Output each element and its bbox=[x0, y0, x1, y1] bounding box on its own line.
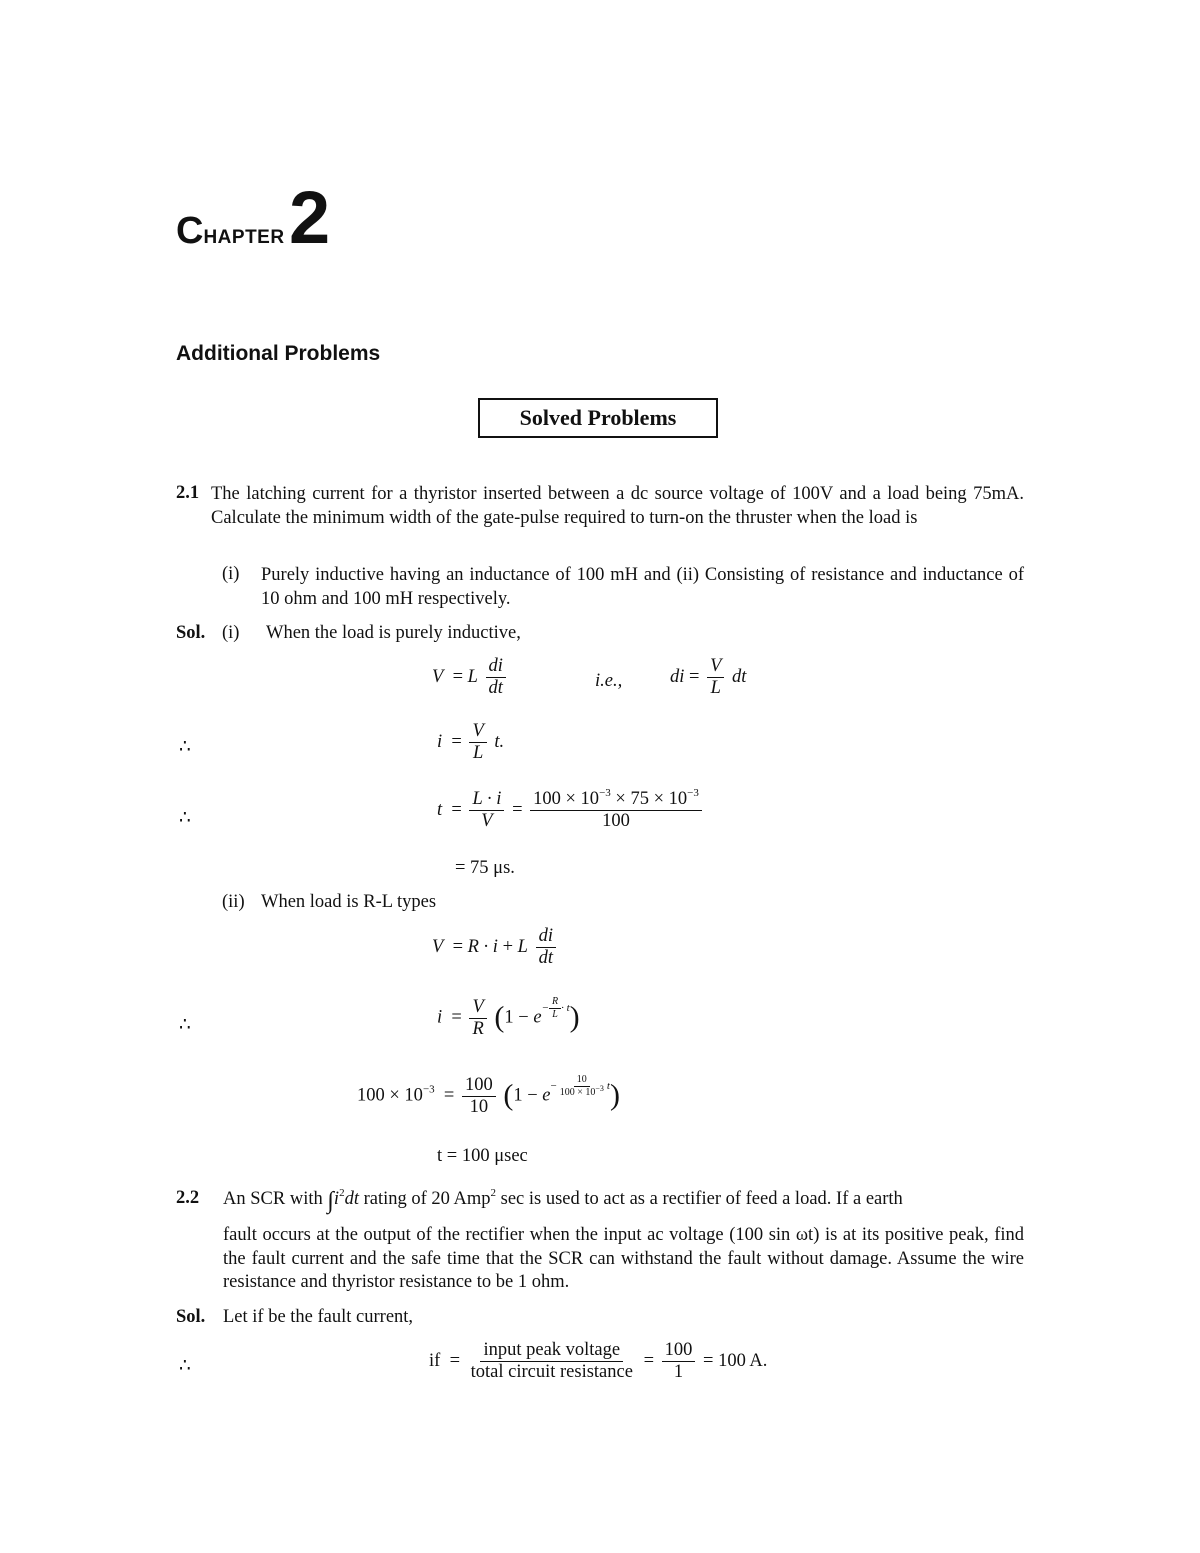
fraction-numerator: 100 bbox=[462, 1075, 496, 1097]
equation-i-rl: i = $\frac{V}{R}$ $(1 - e^{- \frac{R}{L} \cdot t})$ bbox=[437, 996, 580, 1039]
fault-numerator: input peak voltage bbox=[480, 1340, 623, 1362]
fault-denominator-value: 1 bbox=[673, 1362, 684, 1383]
chapter-word: HAPTER bbox=[203, 227, 285, 248]
fault-denominator: total circuit resistance bbox=[470, 1362, 633, 1383]
calc-numerator-a: 100 × 10 bbox=[533, 789, 600, 809]
therefore-symbol: ∴ bbox=[179, 1356, 191, 1376]
chapter-number: 2 bbox=[289, 176, 331, 259]
therefore-symbol: ∴ bbox=[179, 1015, 191, 1035]
problem-line-1: An SCR with $\int i^2dt$ rating of 20 Amp$^2$ sec is used to act as a rectifier of feed a load. If a earth bbox=[223, 1187, 903, 1214]
equation-fault-current: if = $\frac{\text{input peak voltage}}{\text{total circuit resistance}}$ = $\frac{100}{1}$ = 100 A. bbox=[429, 1340, 768, 1383]
therefore-symbol: ∴ bbox=[179, 737, 191, 757]
subpart-text: Purely inductive having an inductance of 100 mH and (ii) Consisting of resistance and inductance of 10 ohm and 100 mH respectively. bbox=[261, 565, 1024, 609]
equation-v-ri: V = R · i + L $\frac{di}{dt}$ bbox=[432, 926, 559, 970]
exp-denominator: 100 × 10 bbox=[559, 1086, 596, 1098]
section-title: Additional Problems bbox=[176, 342, 381, 365]
exponent: −3 bbox=[687, 787, 699, 799]
calc-denominator: 100 bbox=[602, 811, 630, 832]
solution-part-text: When the load is purely inductive, bbox=[266, 623, 521, 643]
exponent: −3 bbox=[599, 787, 611, 799]
solution-part-text: When load is R-L types bbox=[261, 892, 437, 912]
fraction-denominator: 10 bbox=[469, 1096, 489, 1117]
exp-numerator: 10 bbox=[574, 1074, 590, 1087]
lhs-value: 100 × 10 bbox=[357, 1085, 423, 1106]
problem-text: fault occurs at the output of the rectifier when the input ac voltage (100 sin ωt) is at its positive peak, find the fault current and the safe time that the SCR can withstand the fault without damage. Assume the wire resistance and thyristor resistance to be 1 ohm. bbox=[223, 1225, 1024, 1292]
fault-numerator-value: 100 bbox=[662, 1340, 696, 1362]
solution-label: Sol. bbox=[176, 1307, 206, 1327]
therefore-symbol: ∴ bbox=[179, 808, 191, 828]
problem-text-post2: sec is used to act as a rectifier of feed a load. If a earth bbox=[500, 1189, 903, 1209]
equation-di: di = $\frac{V}{L}$ dt bbox=[670, 656, 747, 699]
equation-i-vlt: i = $\frac{V}{L}$ t. bbox=[437, 721, 505, 764]
exponent: −3 bbox=[422, 1083, 435, 1096]
problem-number: 2.1 bbox=[176, 483, 200, 503]
fault-current-symbol: if bbox=[429, 1351, 441, 1372]
ie-text: i.e., bbox=[595, 671, 623, 691]
solution-part-label: (ii) bbox=[222, 892, 245, 912]
equation-t: t = $\frac{L \cdot i}{V}$ = $\frac{100 \times 10^{-3} \times 75 \times 10^{-3}}{100}$ bbox=[437, 789, 705, 833]
equation-v-ldi: V = L $\frac{di}{dt}$ bbox=[432, 656, 509, 700]
result-75us: = 75 μs. bbox=[455, 858, 515, 878]
solution-part-label: (i) bbox=[222, 623, 240, 643]
calc-numerator-b: × 75 × 10 bbox=[615, 789, 688, 809]
solution-text: Let if be the fault current, bbox=[223, 1307, 414, 1327]
subpart-label: (i) bbox=[222, 564, 240, 584]
problem-text-pre: An SCR with bbox=[223, 1189, 323, 1209]
fault-result: = 100 A. bbox=[703, 1351, 768, 1372]
solved-problems-title: Solved Problems bbox=[519, 405, 677, 430]
chapter-heading bbox=[176, 175, 330, 260]
problem-text-post: rating of 20 Amp bbox=[363, 1189, 491, 1209]
solution-label: Sol. bbox=[176, 623, 206, 643]
final-result-t: t = 100 μsec bbox=[437, 1146, 528, 1166]
problem-number: 2.2 bbox=[176, 1188, 200, 1208]
problem-text: The latching current for a thyristor inserted between a dc source voltage of 100V and a load being 75mA. Calculate the minimum width of the gate-pulse required to turn-on the thruster when the load is bbox=[211, 484, 1024, 528]
chapter-initial: C bbox=[176, 210, 204, 252]
solved-problems-box bbox=[478, 398, 718, 438]
equation-substituted: $100 \times 10^{-3}$ = $\frac{100}{10}$ $(1 - e^{- \frac{10}{100 \times 10^{-3}} t})$ bbox=[357, 1074, 620, 1117]
